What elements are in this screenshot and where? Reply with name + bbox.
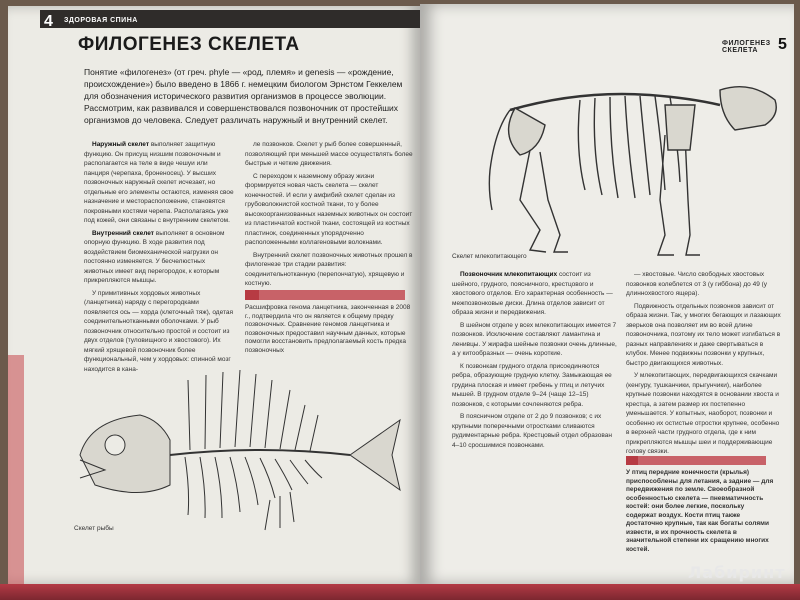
left-red-strip (8, 355, 24, 585)
right-header-label: ФИЛОГЕНЕЗ СКЕЛЕТА (722, 40, 771, 54)
callout-text: Расшифровка генома ланцетника, законченная в 2008 г., подтвердила что он является к общему предку позвоночных. Сравнение геномов ланцетника и позвоночных предоставил научным данных, которые помогли восстановить предполагаемый кость предка позвоночных (245, 304, 411, 354)
right-column-1 (452, 270, 617, 453)
callout-marker-icon (245, 290, 259, 300)
mammal-skeleton-illustration (450, 60, 790, 260)
left-col1-para3: У примитивных хордовых животных (ланцетника) наряду с перегородками появляется ось — хорда (клеточный тяж), одетая соединительнотканными оболочками. У рыб позвоночник относительно простой и состоит из двух отделов (туловищного и хвостового). Их мягкий хрящевой позвоночник более функциональный, чем у хордовых: спинной мозг находится в кана- (84, 289, 234, 373)
lancelet-callout (245, 290, 417, 354)
page-title: ФИЛОГЕНЕЗ СКЕЛЕТА (78, 34, 300, 55)
callout-bar (245, 290, 405, 300)
left-column-2 (245, 140, 415, 292)
right-col1-para2: В шейном отделе у всех млекопитающих имеется 7 позвонков. Исключение составляют ламантина и ленивцы. У жирафа шейные позвонки очень длинные, а у китообразных — очень короткие. (452, 321, 617, 357)
mammal-spine-text: состоит из шейного, грудного, поясничного, крестцового и хвостового отделов. Его характерная особенность — межпозвонковые диски. Длина отделов зависит от образа жизни и передвижения. (452, 271, 613, 316)
left-page-number: 4 (44, 13, 53, 30)
callout-bar-right (626, 456, 766, 465)
callout-marker-icon-right (626, 456, 638, 465)
right-column-2 (626, 270, 781, 460)
mammal-spine-label: Позвоночник млекопитающих (460, 271, 558, 278)
mammal-figure-caption: Скелет млекопитающего (452, 253, 527, 260)
fish-skeleton-illustration (60, 360, 410, 540)
left-header-label: ЗДОРОВАЯ СПИНА (64, 17, 138, 24)
right-col2-para2: Подвижность отдельных позвонков зависит от образа жизни. Так, у многих бегающих и лазающих зверьков она позволяет им во всей длине позвоночника, поэтому их тело может изгибаться в разных направлениях и даже свертываться в клубок. Менее подвижны позвонки у крупных, быстро двигающихся животных. (626, 302, 781, 367)
right-col1-para3: К позвонкам грудного отдела присоединяются ребра, образующие грудную клетку. Замыкающая ее грудина плоская и имеет гребень у птиц и летучих мышей. В грудном отделе 9–24 (чаще 12–15) позвонков, с которыми сочленяются ребра. (452, 362, 612, 408)
right-col1-para4: В поясничном отделе от 2 до 9 позвонков; с их крупными поперечными отростками сливаются рудиментарные ребра. Крестцовый отдел образован 4–10 сросшимися позвонками. (452, 413, 612, 449)
watermark-logo: Лабиринт (688, 563, 786, 582)
inner-skeleton-label: Внутренний скелет (92, 229, 154, 237)
right-page-number: 5 (778, 36, 787, 53)
birds-callout-text: У птиц передние конечности (крылья) приспособлены для летания, а задние — для передвижения по земле. Своеобразной особенностью скелета — пневматичность костей: они более легкие, поскольку содержат воздух. Кости птиц также достаточно крупные, так как богаты солями извести, в их прочность скелета в значительной степени их сращению многих костей. (626, 469, 774, 553)
left-column-1 (84, 140, 234, 377)
right-col2-para1: — хвостовые. Число свободных хвостовых позвонков колеблется от 3 (у гиббона) до 49 (у длиннохвостого ящера). (626, 271, 768, 297)
outer-skeleton-label: Наружный скелет (92, 141, 150, 148)
left-col2-para1: ле позвонков. Скелет у рыб более совершенный, позволяющий при меньшей массе осуществлять более быстрые и четкие движения. (245, 141, 413, 167)
inner-skeleton-text: выполняет в основном опорную функцию. В ходе развития под воздействием биомеханической нагрузки он постоянно изменяется. У бесчелюстных животных имеет вид перегородок, к которым прикрепляются мышцы. (84, 229, 225, 284)
right-col2-para3: У млекопитающих, передвигающихся скачками (кенгуру, тушканчики, прыгунчики), наиболее крупные позвонки находятся в основании хвоста и крестца, а затем размер их постепенно уменьшается. У копытных, наоборот, позвонки и особенно их остистые отростки крупнее, особенно в верхней части грудного отдела, где к ним прикрепляются мышцы шеи и поддерживающие голову связки. (626, 372, 780, 455)
fish-figure-caption: Скелет рыбы (74, 525, 114, 532)
outer-skeleton-text: выполняет защитную функцию. Он присущ низшим позвоночным и располагается на теле в виде чешуи или панциря (черепаха, броненосец). У высших позвоночных наружный скелет исчезает, но отдельные его элементы остаются, изменяя свое назначение и месторасположение, становятся покровными костями черепа. Располагаясь уже под кожей, они связаны с внутренним скелетом. (84, 141, 234, 224)
left-col2-para2: С переходом к наземному образу жизни формируется новая часть скелета — скелет конечностей. И если у амфибий скелет сделан из грубоволокнистой костной ткани, то у более высокоорганизованных наземных животных он состоит из пластинчатой костной ткани, состоящей из костных пластинок, соединенных упорядоченно расположенными коллагеновыми волокнами. (245, 172, 413, 246)
left-col2-para3: Внутренний скелет позвоночных животных прошел в филогенезе три стадии развития: соединительнотканную (перепончатую), хрящевую и костную. (245, 251, 413, 287)
birds-callout (626, 456, 776, 554)
intro-paragraph: Понятие «филогенез» (от греч. phyle — «род, племя» и genesis — «рождение, происхождение») было введено в 1866 г. немецким биологом Эрнстом Геккелем для обозначения исторического развития организмов в процессе эволюции. Рассмотрим, как развивался и совершенствовался позвоночник от простейших организмов до человека. Следует различать наружный и внутренний скелет. (84, 67, 403, 125)
book-edge (0, 584, 800, 600)
